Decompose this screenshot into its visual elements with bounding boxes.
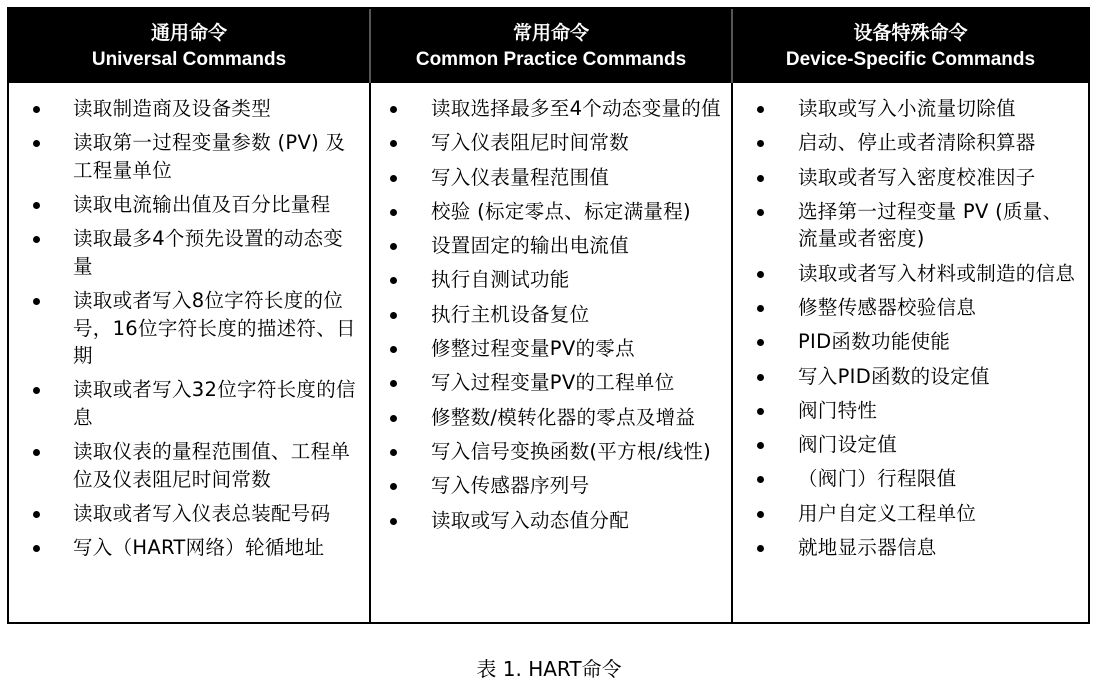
bullet-icon <box>757 511 764 518</box>
bullet-icon <box>390 140 397 147</box>
bullet-icon <box>390 415 397 422</box>
list-item-text: 阀门设定值 <box>798 433 898 457</box>
list-item <box>371 95 731 123</box>
common-practice-commands-cell <box>369 83 731 622</box>
header-title-en: Common Practice Commands <box>415 49 687 70</box>
list-item-text: 用户自定义工程单位 <box>798 501 977 525</box>
bullet-icon <box>390 518 397 525</box>
list-item <box>733 95 1088 123</box>
list-item-text: PID函数功能使能 <box>798 330 951 354</box>
list-item-text: 执行主机设备复位 <box>431 302 590 326</box>
list-item <box>9 95 369 123</box>
bullet-icon <box>757 305 764 312</box>
list-item-text: 写入（HART网络）轮循地址 <box>73 536 325 560</box>
bullet-icon <box>390 175 397 182</box>
list-item-text: 启动、停止或者清除积算器 <box>798 131 1036 155</box>
list-item-text: 读取仪表的量程范围值、工程单位及仪表阻尼时间常数 <box>73 440 351 491</box>
bullet-icon <box>33 202 40 209</box>
list-item-text: 读取电流输出值及百分比量程 <box>73 193 331 217</box>
bullet-icon <box>757 175 764 182</box>
list-item <box>371 472 731 500</box>
list-item <box>371 301 731 329</box>
device-specific-commands-cell <box>731 83 1088 622</box>
bullet-icon <box>757 209 764 216</box>
bullet-icon <box>390 277 397 284</box>
list-item <box>371 507 731 535</box>
list-item-text: 写入过程变量PV的工程单位 <box>431 371 675 395</box>
bullet-icon <box>33 140 40 147</box>
list-item <box>9 376 369 431</box>
universal-commands-cell <box>9 83 369 622</box>
list-item-text: 修整过程变量PV的零点 <box>431 337 635 361</box>
list-item <box>371 404 731 432</box>
header-device-specific-commands <box>731 9 1088 83</box>
bullet-icon <box>757 106 764 113</box>
list-item <box>371 198 731 226</box>
bullet-icon <box>33 106 40 113</box>
list-item <box>371 369 731 397</box>
list-item <box>9 129 369 184</box>
list-item <box>9 225 369 280</box>
header-universal-commands <box>9 9 369 83</box>
bullet-icon <box>390 380 397 387</box>
table-body-row <box>9 83 1088 622</box>
list-item <box>733 260 1088 288</box>
list-item-text: 读取制造商及设备类型 <box>73 97 272 120</box>
bullet-icon <box>390 449 397 456</box>
bullet-icon <box>757 271 764 278</box>
bullet-icon <box>757 442 764 449</box>
bullet-icon <box>757 408 764 415</box>
bullet-icon <box>390 346 397 353</box>
list-item <box>733 164 1088 192</box>
bullet-icon <box>390 243 397 250</box>
list-item <box>9 438 369 493</box>
hart-commands-table <box>7 7 1090 624</box>
list-item <box>371 266 731 294</box>
list-item-text: 读取或者写入密度校准因子 <box>798 165 1036 189</box>
list-item <box>733 129 1088 157</box>
bullet-icon <box>390 209 397 216</box>
header-title-zh: 常用命令 <box>512 22 589 44</box>
header-common-practice-commands <box>369 9 731 83</box>
list-item-text: （阀门）行程限值 <box>798 467 957 491</box>
list-item <box>733 198 1088 253</box>
list-item <box>371 438 731 466</box>
bullet-icon <box>390 312 397 319</box>
list-item-text: 校验 (标定零点、标定满量程) <box>431 199 691 223</box>
header-title-zh: 设备特殊命令 <box>853 22 968 44</box>
list-item <box>733 397 1088 425</box>
bullet-icon <box>390 106 397 113</box>
device-specific-commands-list <box>733 95 1088 562</box>
list-item-text: 就地显示器信息 <box>798 536 937 560</box>
bullet-icon <box>33 387 40 394</box>
bullet-icon <box>757 374 764 381</box>
header-title-en: Universal Commands <box>91 49 287 70</box>
list-item-text: 读取或者写入8位字符长度的位号，16位字符长度的描述符、日期 <box>73 289 356 368</box>
list-item-text: 阀门特性 <box>798 398 878 422</box>
bullet-icon <box>33 298 40 305</box>
list-item-text: 修整数/模转化器的零点及增益 <box>431 405 696 429</box>
universal-commands-list <box>9 95 369 562</box>
list-item-text: 设置固定的输出电流值 <box>431 234 630 258</box>
list-item-text: 读取或写入动态值分配 <box>431 508 630 532</box>
list-item <box>733 500 1088 528</box>
bullet-icon <box>33 511 40 518</box>
list-item <box>371 164 731 192</box>
list-item-text: 写入传感器序列号 <box>431 474 590 498</box>
bullet-icon <box>757 476 764 483</box>
bullet-icon <box>757 339 764 346</box>
bullet-icon <box>33 545 40 552</box>
list-item-text: 写入仪表阻尼时间常数 <box>431 131 630 155</box>
list-item-text: 选择第一过程变量 PV (质量、流量或者密度) <box>798 199 1063 251</box>
list-item-text: 写入仪表量程范围值 <box>431 165 610 189</box>
list-item <box>733 294 1088 322</box>
bullet-icon <box>757 545 764 552</box>
list-item-text: 写入PID函数的设定值 <box>798 364 990 388</box>
list-item <box>371 232 731 260</box>
list-item-text: 读取最多4个预先设置的动态变量 <box>73 227 344 278</box>
list-item-text: 执行自测试功能 <box>431 268 570 292</box>
common-practice-commands-list <box>371 95 731 534</box>
list-item-text: 读取或者写入材料或制造的信息 <box>798 261 1076 285</box>
list-item-text: 写入信号变换函数(平方根/线性) <box>431 439 712 463</box>
list-item <box>733 363 1088 391</box>
list-item <box>733 534 1088 562</box>
list-item <box>733 465 1088 493</box>
header-title-zh: 通用命令 <box>150 22 227 44</box>
list-item <box>371 335 731 363</box>
list-item-text: 读取或者写入32位字符长度的信息 <box>73 378 356 429</box>
list-item <box>9 287 369 370</box>
list-item-text: 修整传感器校验信息 <box>798 295 977 319</box>
bullet-icon <box>33 236 40 243</box>
header-title-en: Device-Specific Commands <box>785 49 1036 70</box>
bullet-icon <box>33 449 40 456</box>
list-item <box>9 500 369 528</box>
list-item <box>371 129 731 157</box>
table-caption: 表 1. HART命令 <box>476 657 622 681</box>
list-item <box>733 431 1088 459</box>
list-item <box>733 328 1088 356</box>
table-header-row <box>9 9 1088 83</box>
list-item-text: 读取或者写入仪表总装配号码 <box>73 502 331 526</box>
list-item <box>9 191 369 219</box>
list-item <box>9 534 369 562</box>
list-item-text: 读取第一过程变量参数 (PV) 及工程量单位 <box>73 131 346 182</box>
bullet-icon <box>390 483 397 490</box>
bullet-icon <box>757 140 764 147</box>
list-item-text: 读取或写入小流量切除值 <box>798 97 1016 120</box>
list-item-text: 读取选择最多至4个动态变量的值 <box>431 97 721 120</box>
